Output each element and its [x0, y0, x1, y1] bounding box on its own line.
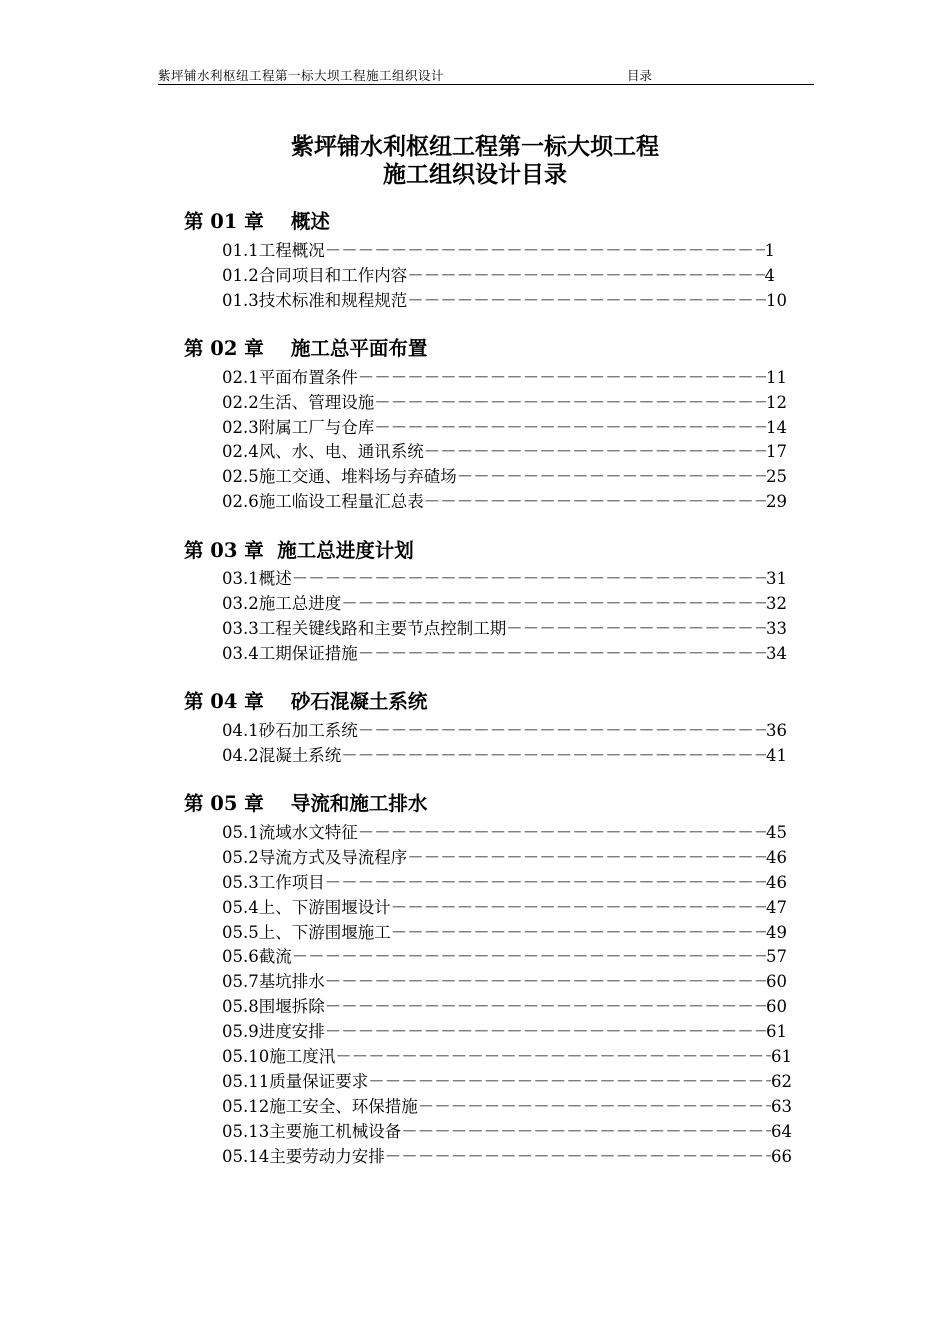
dash-leader	[325, 995, 766, 1019]
dash-leader	[457, 465, 766, 489]
entry-page: 60	[766, 972, 787, 991]
dash-leader	[341, 592, 766, 616]
entry-page: 41	[766, 746, 787, 765]
entry-number: 05.5	[222, 923, 259, 942]
toc-entry[interactable]	[222, 465, 787, 489]
dash-leader	[358, 366, 766, 390]
toc-entry[interactable]	[222, 592, 787, 616]
entry-title: 平面布置条件	[258, 368, 358, 387]
entry-page: 11	[766, 368, 787, 387]
toc-entry[interactable]	[222, 921, 787, 945]
entry-title: 进度安排	[258, 1022, 325, 1041]
entry-title: 风、水、电、通讯系统	[258, 442, 424, 461]
chapter-heading: 第 04 章 砂石混凝土系统	[184, 690, 428, 713]
toc-entry[interactable]	[222, 1020, 787, 1044]
entry-title: 施工安全、环保措施	[269, 1097, 418, 1116]
entry-page: 25	[766, 467, 787, 486]
dash-leader	[407, 846, 766, 870]
dash-leader	[325, 970, 766, 994]
entry-title: 混凝土系统	[258, 746, 342, 765]
entry-page: 64	[771, 1122, 792, 1141]
entry-page: 63	[771, 1097, 792, 1116]
toc-entry[interactable]	[222, 440, 787, 464]
entry-page: 46	[766, 873, 787, 892]
entry-number: 05.10	[222, 1047, 270, 1066]
toc-entry[interactable]	[222, 617, 787, 641]
entry-title: 主要劳动力安排	[269, 1147, 385, 1166]
entry-title: 工作项目	[258, 873, 325, 892]
entry-number: 01.2	[222, 266, 259, 285]
entry-number: 01.3	[222, 291, 259, 310]
entry-number: 04.2	[222, 746, 259, 765]
entry-page: 33	[766, 619, 787, 638]
entry-number: 03.1	[222, 569, 259, 588]
toc-entry[interactable]	[222, 871, 787, 895]
entry-title: 生活、管理设施	[258, 393, 375, 412]
entry-title: 基坑排水	[258, 972, 325, 991]
dash-leader	[292, 945, 766, 969]
entry-number: 02.1	[222, 368, 259, 387]
entry-title: 截流	[258, 947, 292, 966]
entry-page: 32	[766, 594, 787, 613]
entry-title: 施工临设工程量汇总表	[258, 492, 424, 511]
entry-title: 导流方式及导流程序	[258, 848, 408, 867]
entry-page: 29	[766, 492, 787, 511]
entry-number: 02.4	[222, 442, 259, 461]
entry-title: 工期保证措施	[258, 644, 358, 663]
toc-entry[interactable]	[222, 744, 787, 768]
header-section-label: 目录	[627, 68, 653, 83]
toc-entry[interactable]	[222, 970, 787, 994]
entry-title: 质量保证要求	[269, 1072, 369, 1091]
toc-entry[interactable]	[222, 567, 787, 591]
toc-entry[interactable]	[222, 289, 787, 313]
entry-number: 05.12	[222, 1097, 270, 1116]
chapter-heading: 第 03 章 施工总进度计划	[184, 539, 414, 562]
chapter-heading: 第 05 章 导流和施工排水	[184, 792, 428, 815]
dash-leader	[325, 1020, 766, 1044]
entry-number: 05.13	[222, 1122, 270, 1141]
entry-number: 05.2	[222, 848, 259, 867]
dash-leader	[424, 490, 766, 514]
entry-page: 60	[766, 997, 787, 1016]
toc-entry[interactable]	[222, 264, 775, 288]
chapter-heading: 第 02 章 施工总平面布置	[184, 337, 428, 360]
dash-leader	[335, 1045, 771, 1069]
entry-title: 附属工厂与仓库	[258, 418, 375, 437]
toc-entry[interactable]	[222, 366, 787, 390]
document-title	[0, 133, 950, 189]
dash-leader	[407, 264, 764, 288]
entry-page: 14	[766, 418, 787, 437]
toc-entry[interactable]	[222, 846, 787, 870]
dash-leader	[374, 416, 766, 440]
entry-page: 10	[766, 291, 787, 310]
entry-number: 05.14	[222, 1147, 270, 1166]
dash-leader	[401, 1120, 771, 1144]
entry-page: 1	[764, 241, 775, 260]
entry-number: 05.11	[222, 1072, 270, 1091]
entry-title: 合同项目和工作内容	[258, 266, 408, 285]
entry-title: 工程概况	[258, 241, 325, 260]
chapter-heading: 第 01 章 概述	[184, 210, 330, 233]
entry-title: 流域水文特征	[258, 823, 358, 842]
toc-entry[interactable]	[222, 1145, 792, 1169]
dash-leader	[368, 1070, 771, 1094]
entry-number: 05.3	[222, 873, 259, 892]
dash-leader	[391, 896, 766, 920]
dash-leader	[358, 719, 766, 743]
dash-leader	[325, 871, 766, 895]
header-document-title: 紫坪铺水利枢纽工程第一标大坝工程施工组织设计	[158, 68, 445, 83]
entry-page: 57	[766, 947, 787, 966]
entry-number: 02.3	[222, 418, 259, 437]
entry-number: 05.6	[222, 947, 259, 966]
toc-entry[interactable]	[222, 490, 787, 514]
dash-leader	[424, 440, 766, 464]
entry-page: 4	[764, 266, 775, 285]
entry-number: 02.5	[222, 467, 259, 486]
entry-title: 施工交通、堆料场与弃碴场	[258, 467, 457, 486]
toc-entry[interactable]	[222, 1045, 792, 1069]
entry-page: 45	[766, 823, 787, 842]
entry-number: 04.1	[222, 721, 259, 740]
toc-entry[interactable]	[222, 995, 787, 1019]
dash-leader	[325, 239, 765, 263]
toc-entry[interactable]	[222, 1070, 792, 1094]
dash-leader	[292, 567, 766, 591]
toc-entry[interactable]	[222, 896, 787, 920]
entry-page: 46	[766, 848, 787, 867]
entry-number: 03.4	[222, 644, 259, 663]
dash-leader	[374, 391, 766, 415]
toc-entry[interactable]	[222, 642, 787, 666]
entry-page: 36	[766, 721, 787, 740]
dash-leader	[506, 617, 766, 641]
title-line-1: 紫坪铺水利枢纽工程第一标大坝工程	[291, 133, 659, 160]
toc-entry[interactable]	[222, 416, 787, 440]
entry-page: 49	[766, 923, 787, 942]
entry-title: 工程关键线路和主要节点控制工期	[258, 619, 507, 638]
entry-page: 34	[766, 644, 787, 663]
toc-entry[interactable]	[222, 821, 787, 845]
dash-leader	[407, 289, 766, 313]
entry-page: 61	[771, 1047, 792, 1066]
entry-page: 17	[766, 442, 787, 461]
entry-number: 03.2	[222, 594, 259, 613]
title-line-2: 施工组织设计目录	[383, 161, 567, 188]
entry-number: 02.6	[222, 492, 259, 511]
entry-number: 05.1	[222, 823, 259, 842]
entry-page: 66	[771, 1147, 792, 1166]
dash-leader	[385, 1145, 771, 1169]
entry-title: 主要施工机械设备	[269, 1122, 402, 1141]
dash-leader	[358, 642, 766, 666]
entry-title: 施工总进度	[258, 594, 342, 613]
entry-title: 概述	[258, 569, 292, 588]
entry-page: 12	[766, 393, 787, 412]
toc-entry[interactable]	[222, 1120, 792, 1144]
entry-title: 技术标准和规程规范	[258, 291, 408, 310]
entry-page: 47	[766, 898, 787, 917]
dash-leader	[391, 921, 766, 945]
toc-entry[interactable]	[222, 945, 787, 969]
entry-number: 05.4	[222, 898, 259, 917]
entry-number: 01.1	[222, 241, 259, 260]
entry-title: 上、下游围堰设计	[258, 898, 391, 917]
entry-number: 05.9	[222, 1022, 259, 1041]
toc-entry[interactable]	[222, 239, 775, 263]
entry-page: 61	[766, 1022, 787, 1041]
entry-title: 砂石加工系统	[258, 721, 358, 740]
dash-leader	[358, 821, 766, 845]
dash-leader	[418, 1095, 771, 1119]
toc-entry[interactable]	[222, 719, 787, 743]
entry-page: 62	[771, 1072, 792, 1091]
entry-title: 上、下游围堰施工	[258, 923, 391, 942]
entry-number: 05.7	[222, 972, 259, 991]
entry-number: 05.8	[222, 997, 259, 1016]
dash-leader	[341, 744, 766, 768]
toc-entry[interactable]	[222, 391, 787, 415]
entry-number: 03.3	[222, 619, 259, 638]
page-header	[158, 64, 814, 85]
entry-page: 31	[766, 569, 787, 588]
entry-number: 02.2	[222, 393, 259, 412]
entry-title: 施工度汛	[269, 1047, 336, 1066]
entry-title: 围堰拆除	[258, 997, 325, 1016]
toc-entry[interactable]	[222, 1095, 792, 1119]
